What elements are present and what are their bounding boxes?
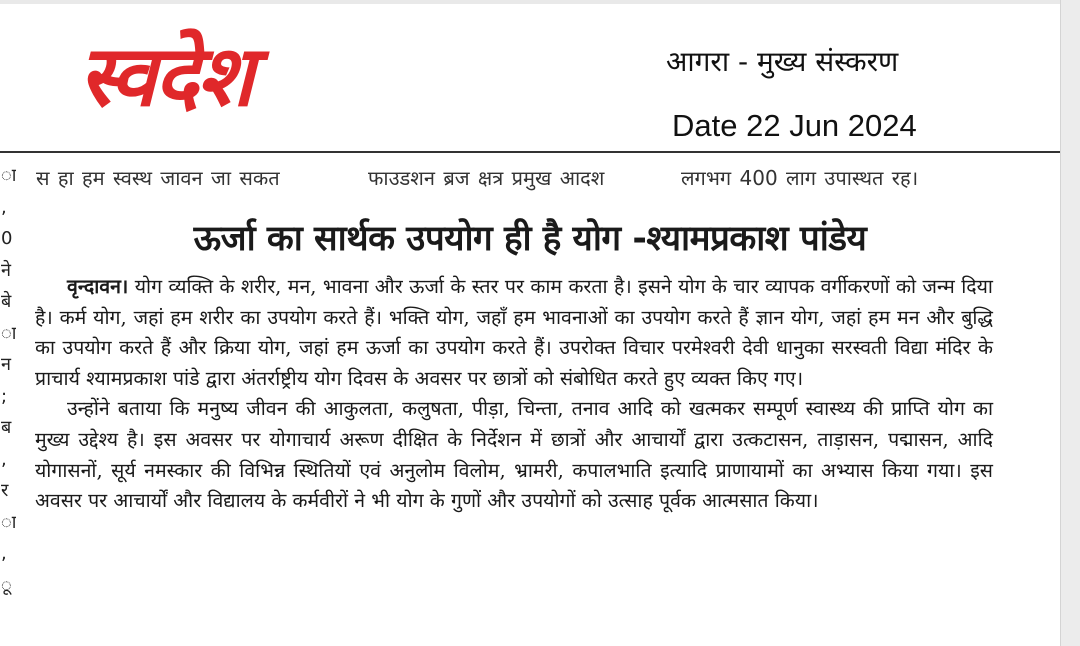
date-label: Date 22 Jun 2024	[672, 108, 917, 143]
edition-label: आगरा - मुख्य संस्करण	[666, 45, 899, 78]
article-headline: ऊर्जा का सार्थक उपयोग ही है योग -श्यामप्रकाश पांडेय	[193, 219, 867, 259]
paragraph-2-text: उन्होंने बताया कि मनुष्य जीवन की आकुलता, कलुषता, पीड़ा, चिन्ता, तनाव आदि को खत्मकर सम्पूर्ण स्वास्थ्य की प्राप्ति योग का मुख्य उद्देश्य है। इस अवसर पर योगाचार्य अरूण दीक्षित के निर्देशन में छात्रों और आचार्यों द्वारा उत्कटासन, ताड़ासन, पद्मासन, आदि योगासनों, सूर्य नमस्कार की विभिन्न स्थितियों एवं अनुलोम विलोम, भ्रामरी, कपालभाति इत्यादि प्राणायामों का अभ्यास किया गया। इस अवसर पर आचार्यों और विद्यालय के कर्मवीरों ने भी योग के गुणों और उपयोगों को उत्साह पूर्वक आत्मसात किया।	[35, 397, 993, 513]
left-column-fragment: ,	[1, 543, 7, 564]
masthead-logo: स्वदेश	[73, 27, 272, 125]
previous-article-fragment-2: फाउडशन ब्रज क्षत्र प्रमुख आदश	[368, 166, 605, 190]
left-column-fragment: ा	[1, 322, 16, 344]
left-column-fragment: न	[1, 354, 11, 375]
left-column-fragment: ब	[1, 417, 12, 438]
page-edge	[1060, 0, 1080, 646]
left-column-fragment: बे	[1, 291, 12, 312]
left-column-fragment: ,	[1, 196, 7, 218]
header-divider	[0, 151, 1060, 153]
article-paragraph-1	[35, 272, 993, 394]
article-dateline: वृन्दावन।	[67, 275, 129, 298]
left-column-fragment: ;	[1, 385, 8, 407]
paragraph-1-text: योग व्यक्ति के शरीर, मन, भावना और ऊर्जा के स्तर पर काम करता है। इसने योग के चार व्यापक वर्गीकरणों को जन्म दिया है। कर्म योग, जहां हम शरीर का उपयोग करते हैं। भक्ति योग, जहाँ हम भावनाओं का उपयोग करते हैं ज्ञान योग, जहां हम मन और बुद्धि का उपयोग करते हैं और क्रिया योग, जहां हम ऊर्जा का उपयोग करते हैं। उपरोक्त विचार परमेश्वरी देवी धानुका सरस्वती विद्या मंदिर के प्राचार्य श्यामप्रकाश पांडे द्वारा अंतर्राष्ट्रीय योग दिवस के अवसर पर छात्रों को संबोधित करते हुए व्यक्त किए गए।	[35, 275, 993, 390]
left-column-fragment: 0	[1, 228, 13, 249]
left-column-fragment: ने	[1, 259, 11, 281]
left-column-fragment: ा	[1, 165, 16, 186]
previous-article-fragment-1: स हा हम स्वस्थ जावन जा सकत	[36, 166, 280, 190]
article-body	[35, 272, 993, 517]
left-column-fragment: ू	[1, 574, 12, 596]
article-paragraph-2	[35, 394, 993, 516]
left-column-fragment: र	[1, 480, 9, 501]
left-column-fragment: ,	[1, 448, 7, 470]
left-column-fragment: ा	[1, 511, 16, 533]
previous-article-fragment-3: लगभग 400 लाग उपास्थत रह।	[681, 166, 919, 190]
